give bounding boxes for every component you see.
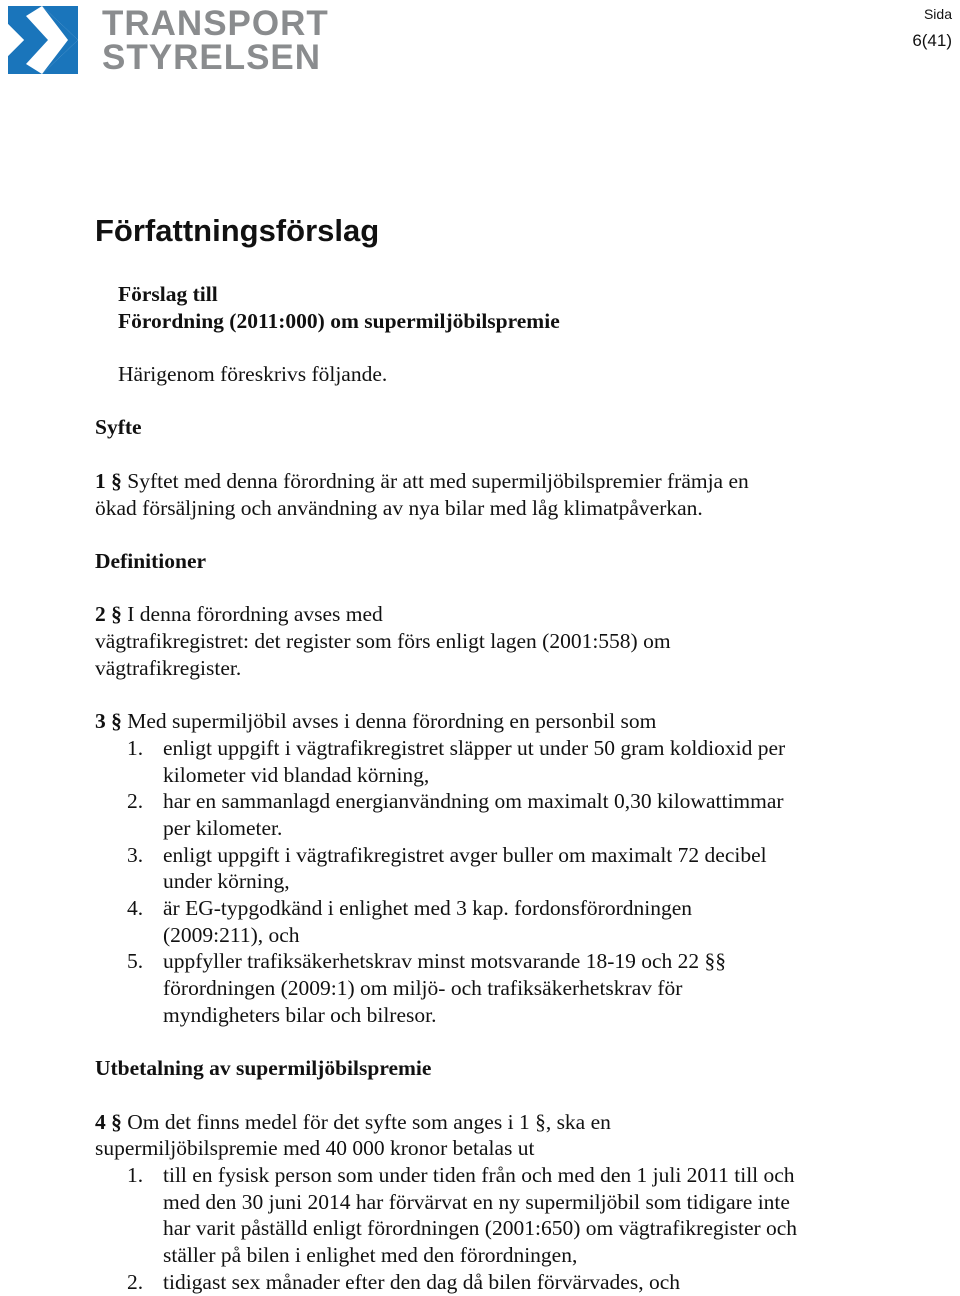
list-item — [95, 788, 875, 841]
list-number: 1. — [127, 735, 144, 760]
paragraph-1 — [95, 468, 875, 495]
paragraph-4-line2: supermiljöbilspremie med 40 000 kronor betalas ut — [95, 1136, 535, 1161]
list-item-line: har en sammanlagd energianvändning om maximalt 0,30 kilowattimmar — [163, 789, 784, 814]
paragraph-2-line3: vägtrafikregister. — [95, 655, 242, 680]
list-item-line: enligt uppgift i vägtrafikregistret avger buller om maximalt 72 decibel — [163, 842, 767, 867]
list-item-line: myndigheters bilar och bilresor. — [163, 1002, 437, 1027]
page-indicator — [912, 4, 952, 52]
section-heading-utbetalning: Utbetalning av supermiljöbilspremie — [95, 1056, 432, 1081]
list-item-line: tidigast sex månader efter den dag då bilen förvärvades, och — [163, 1269, 680, 1294]
list-item-line: (2009:211), och — [163, 922, 300, 947]
list-item-line: kilometer vid blandad körning, — [163, 762, 430, 787]
list-item-line: per kilometer. — [163, 815, 283, 840]
paragraph-text: Med supermiljöbil avses i denna förordning en personbil som — [127, 709, 657, 734]
list-item-line: är EG-typgodkänd i enlighet med 3 kap. fordonsförordningen — [163, 896, 693, 921]
document-body — [95, 281, 875, 1296]
paragraph-text: Syftet med denna förordning är att med supermiljöbilspremier främja en — [127, 468, 749, 493]
list-number: 4. — [127, 896, 144, 921]
list-item-line: till en fysisk person som under tiden från och med den 1 juli 2011 till och — [163, 1163, 795, 1188]
section-heading-syfte: Syfte — [95, 415, 142, 440]
list-item-line: enligt uppgift i vägtrafikregistret släpper ut under 50 gram koldioxid per — [163, 735, 786, 760]
paragraph-4 — [95, 1109, 875, 1136]
list-item-line: med den 30 juni 2014 har förvärvat en ny supermiljöbil som tidigare inte — [163, 1189, 790, 1214]
paragraph-number: 3 § — [95, 709, 122, 734]
paragraph-3 — [95, 708, 875, 735]
paragraph-1-line2: ökad försäljning och användning av nya bilar med låg klimatpåverkan. — [95, 495, 703, 520]
list-number: 1. — [127, 1163, 144, 1188]
paragraph-3-list — [95, 735, 875, 1029]
list-item-line: under körning, — [163, 869, 290, 894]
list-item-line: förordningen (2009:1) om miljö- och trafiksäkerhetskrav för — [163, 976, 683, 1001]
paragraph-text: I denna förordning avses med — [127, 602, 383, 627]
page-label: Sida — [923, 6, 952, 22]
document-title: Författningsförslag — [95, 213, 380, 248]
paragraph-2 — [95, 601, 875, 628]
list-item-line: ställer på bilen i enlighet med den förordningen, — [163, 1243, 578, 1268]
intro-text: Härigenom föreskrivs följande. — [118, 362, 388, 387]
paragraph-number: 2 § — [95, 602, 122, 627]
proposal-heading-line2: Förordning (2011:000) om supermiljöbilspremie — [118, 308, 560, 333]
list-item — [95, 1162, 875, 1269]
list-item — [95, 895, 875, 948]
logo-text-line2: STYRELSEN — [102, 38, 322, 77]
list-item — [95, 948, 875, 1028]
page-number: 6(41) — [912, 31, 952, 50]
logo-mark-icon — [8, 6, 78, 74]
transportstyrelsen-logo — [8, 4, 329, 77]
list-number: 2. — [127, 1269, 144, 1294]
section-heading-definitioner: Definitioner — [95, 548, 207, 573]
proposal-heading-line1: Förslag till — [118, 282, 218, 306]
list-item — [95, 842, 875, 895]
list-number: 3. — [127, 842, 144, 867]
paragraph-text: Om det finns medel för det syfte som anges i 1 §, ska en — [127, 1109, 611, 1134]
list-item — [95, 1269, 875, 1296]
list-number: 5. — [127, 949, 144, 974]
paragraph-2-line2: vägtrafikregistret: det register som förs enligt lagen (2001:558) om — [95, 629, 671, 654]
paragraph-number: 1 § — [95, 468, 122, 493]
list-number: 2. — [127, 789, 144, 814]
paragraph-4-list — [95, 1162, 875, 1296]
list-item-line: har varit påställd enligt förordningen (2001:650) om vägtrafikregister och — [163, 1216, 798, 1241]
logo-text-line1: TRANSPORT — [102, 4, 329, 43]
list-item-line: uppfyller trafiksäkerhetskrav minst motsvarande 18-19 och 22 §§ — [163, 949, 727, 974]
paragraph-number: 4 § — [95, 1109, 122, 1134]
list-item — [95, 735, 875, 788]
